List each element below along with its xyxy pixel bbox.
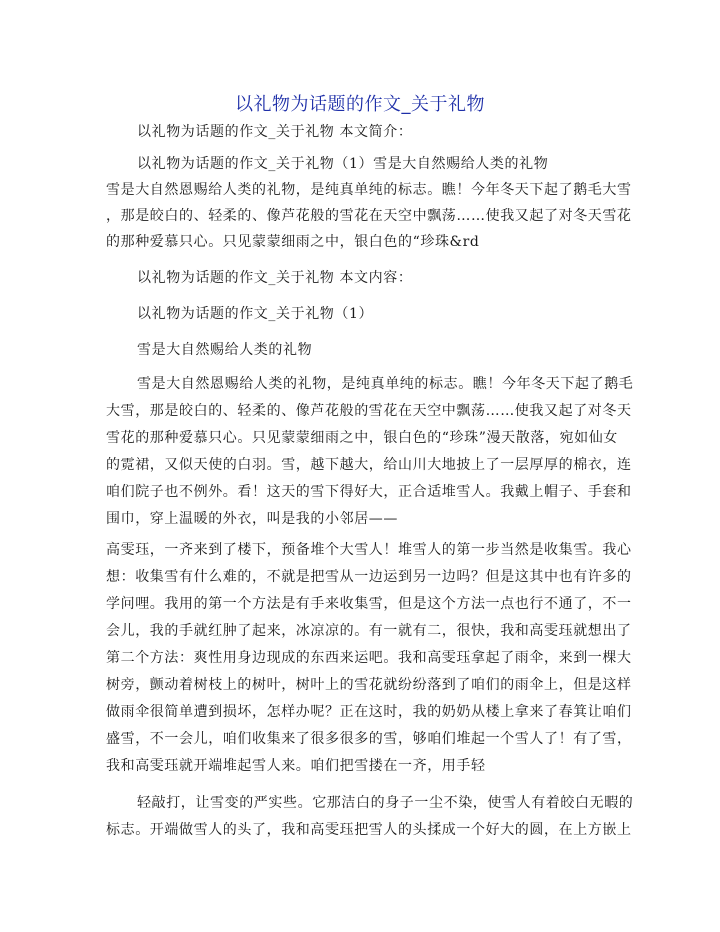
summary-line: 雪是大自然恩赐给人类的礼物，是纯真单纯的标志。瞧！今年冬天下起了鹅毛大雪 (106, 182, 632, 198)
body-line: 的霓裙，又似天使的白羽。雪，越下越大，给山川大地披上了一层厚厚的棉衣，连 (106, 457, 632, 473)
body-line: 盛雪，不一会儿，咱们收集来了很多很多的雪，够咱们堆起一个雪人了！有了雪， (106, 731, 632, 747)
body-line: 雪是大自然恩赐给人类的礼物，是纯真单纯的标志。瞧！今年冬天下起了鹅毛 (137, 376, 634, 392)
body-line: 标志。开端做雪人的头了，我和高雯珏把雪人的头揉成一个好大的圆，在上方嵌上 (106, 822, 632, 838)
body-line: 高雯珏，一齐来到了楼下，预备堆个大雪人！堆雪人的第一步当然是收集雪。我心 (106, 542, 632, 558)
body-line: 我和高雯珏就开端堆起雪人来。咱们把雪搂在一齐，用手轻 (106, 758, 486, 774)
body-line: 围巾，穿上温暖的外衣，叫是我的小邻居—— (106, 511, 398, 527)
body-line: 做雨伞很简单遭到损坏，怎样办呢？正在这时，我的奶奶从楼上拿来了春箕让咱们 (106, 704, 632, 720)
content-heading: 以礼物为话题的作文_关于礼物 本文内容： (137, 270, 413, 286)
body-line: 轻敲打，让雪变的严实些。它那洁白的身子一尘不染，使雪人有着皎白无暇的 (137, 795, 634, 811)
essay-title: 雪是大自然赐给人类的礼物 (137, 342, 313, 358)
body-line: 学问哩。我用的第一个方法是有手来收集雪，但是这个方法一点也行不通了，不一 (106, 596, 632, 612)
body-line: 想：收集雪有什么难的，不就是把雪从一边运到另一边吗？但是这其中也有许多的 (106, 569, 632, 585)
document-title: 以礼物为话题的作文_关于礼物 (235, 94, 485, 115)
body-line: 树旁，颤动着树枝上的树叶，树叶上的雪花就纷纷落到了咱们的雨伞上，但是这样 (106, 677, 632, 693)
summary-line: 以礼物为话题的作文_关于礼物（1）雪是大自然赐给人类的礼物 (137, 156, 549, 172)
summary-heading: 以礼物为话题的作文_关于礼物 本文简介： (137, 124, 413, 140)
body-line: 雪花的那种爱慕只心。只见蒙蒙细雨之中，银白色的“珍珠”漫天散落，宛如仙女 (106, 430, 618, 446)
body-line: 大雪，那是皎白的、轻柔的、像芦花般的雪花在天空中飘荡……使我又起了对冬天 (106, 403, 632, 419)
body-line: 咱们院子也不例外。看！这天的雪下得好大，正合适堆雪人。我戴上帽子、手套和 (106, 484, 632, 500)
section-heading: 以礼物为话题的作文_关于礼物（1） (137, 306, 374, 322)
body-line: 第二个方法：爽性用身边现成的东西来运吧。我和高雯珏拿起了雨伞，来到一棵大 (106, 650, 632, 666)
body-line: 会儿，我的手就红肿了起来，冰凉凉的。有一就有二，很快，我和高雯珏就想出了 (106, 623, 632, 639)
summary-line: ，那是皎白的、轻柔的、像芦花般的雪花在天空中飘荡……使我又起了对冬天雪花 (106, 208, 632, 224)
summary-line: 的那种爱慕只心。只见蒙蒙细雨之中，银白色的“珍珠&rd (106, 234, 480, 250)
